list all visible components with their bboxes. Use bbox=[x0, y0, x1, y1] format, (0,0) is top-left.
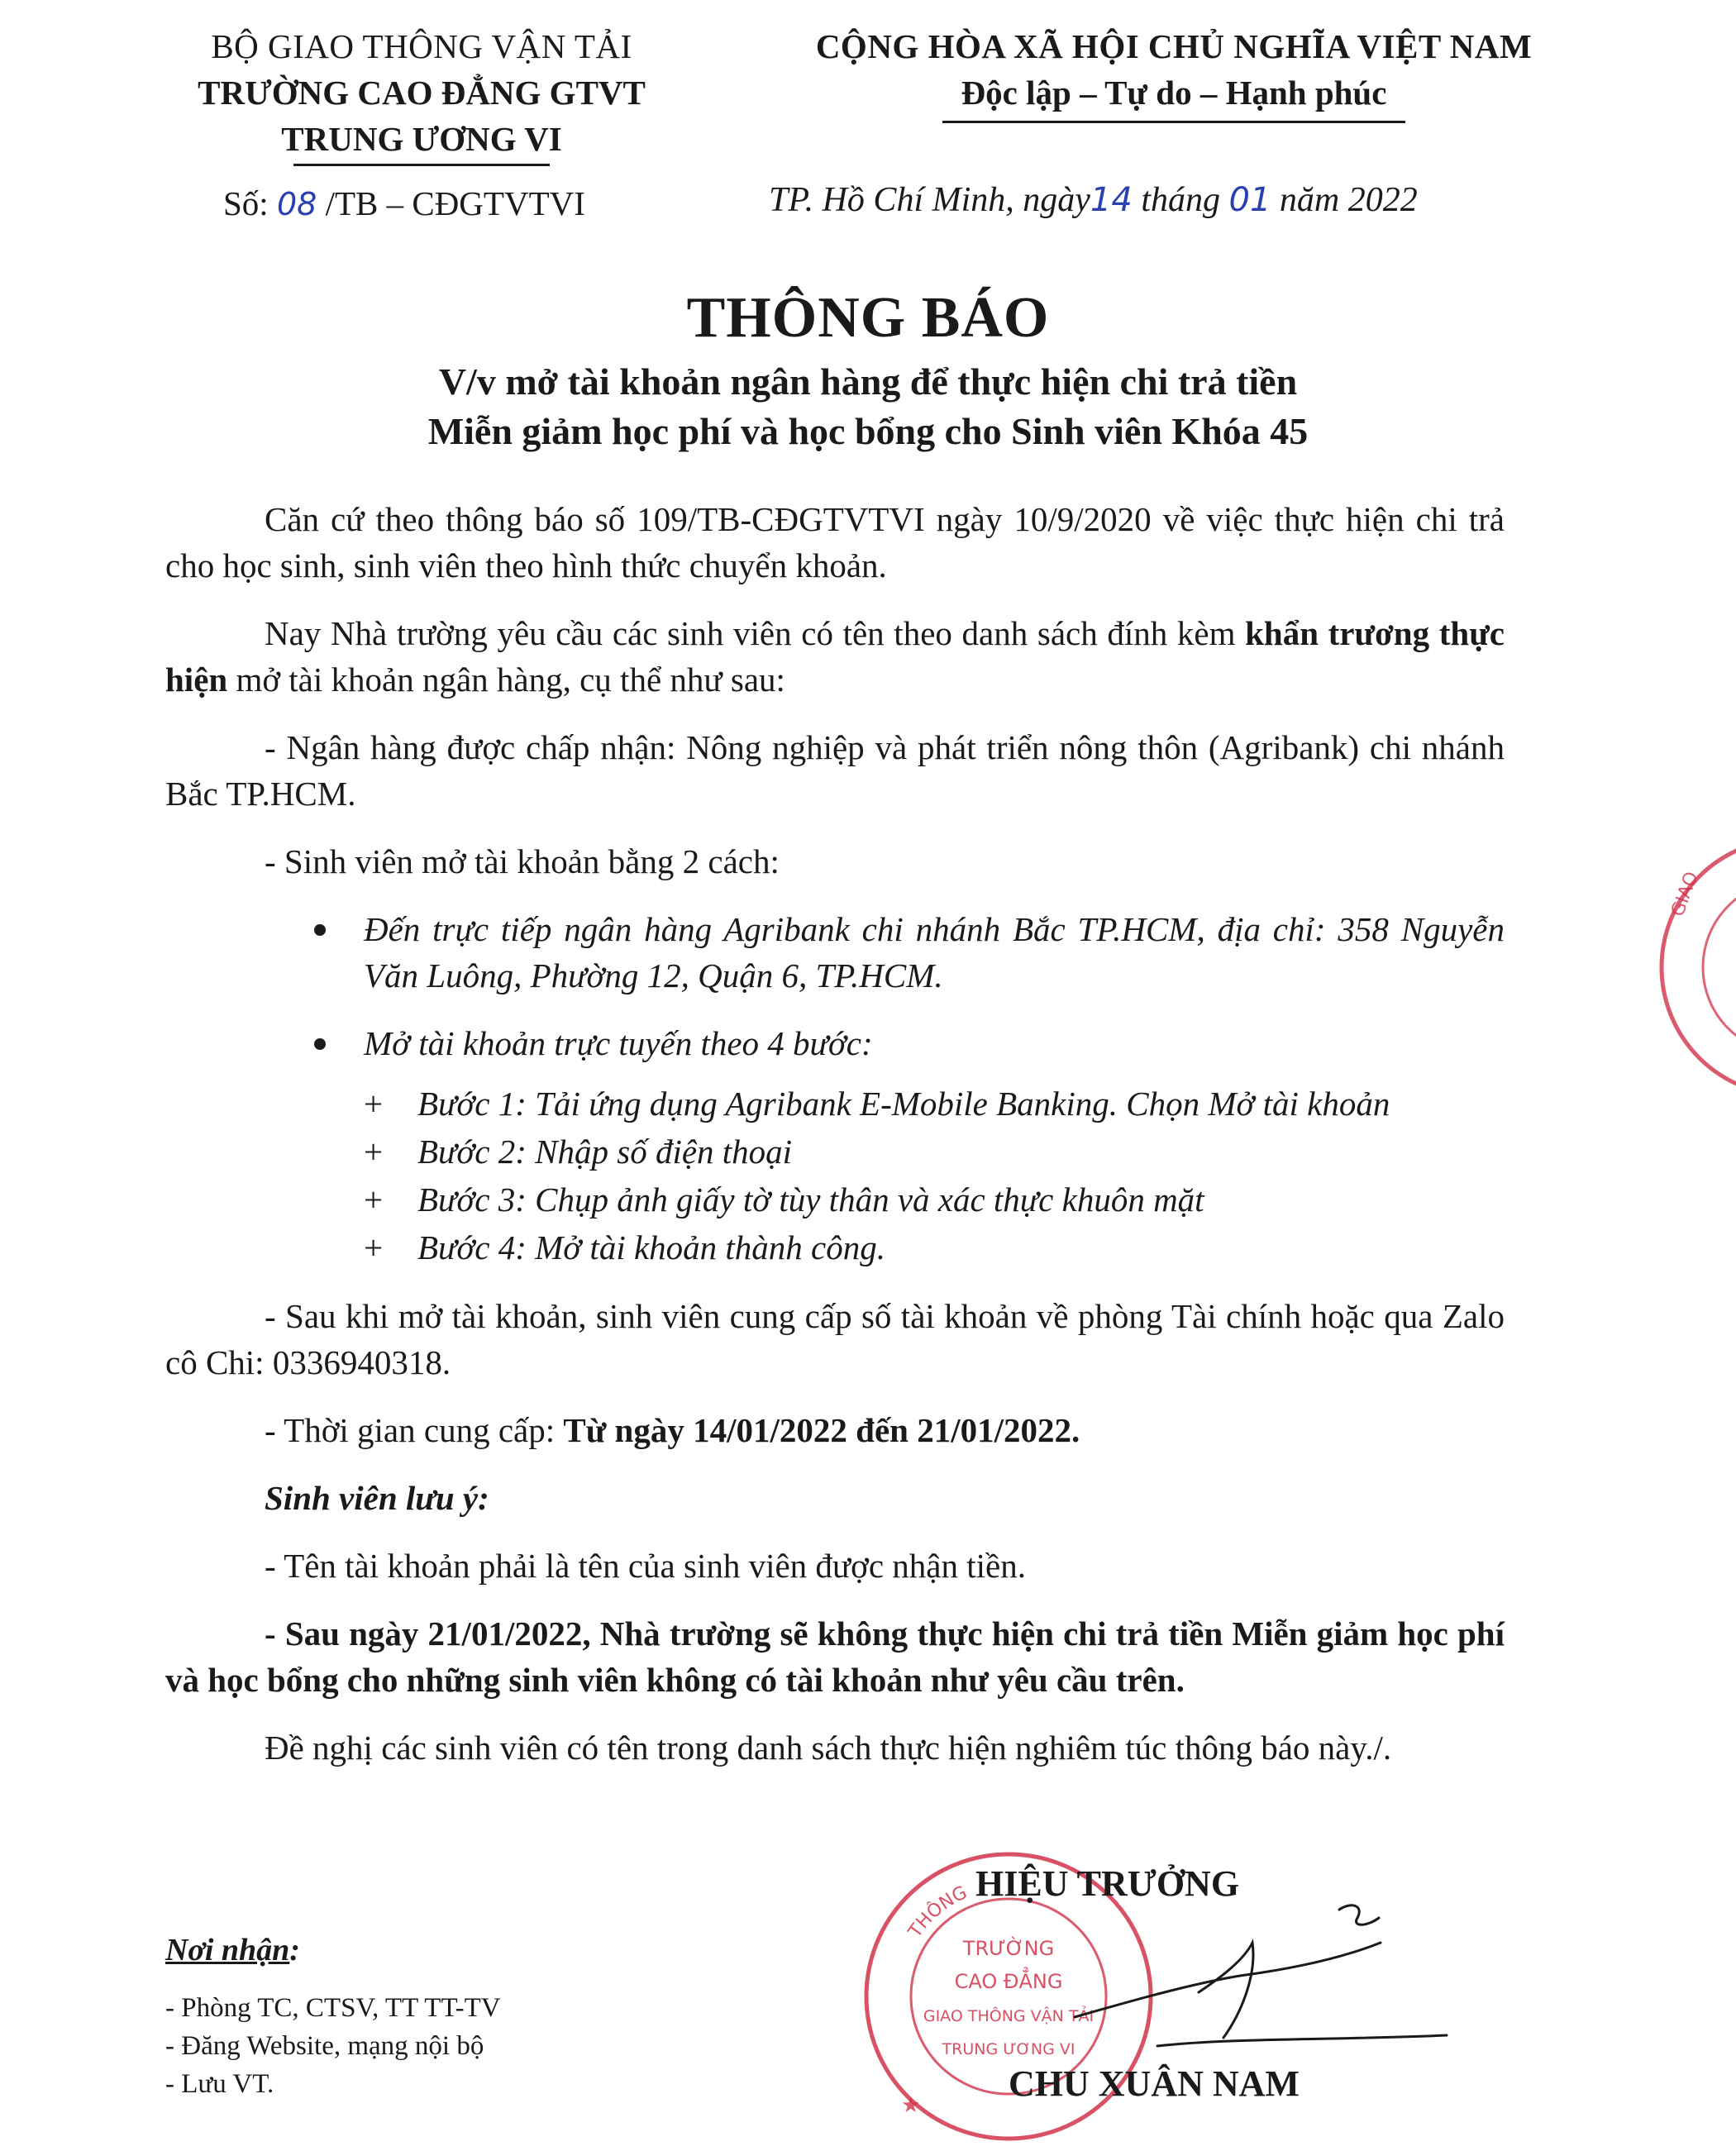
recipient-item: - Đăng Website, mạng nội bộ bbox=[165, 2031, 484, 2061]
recipients-colon: : bbox=[289, 1933, 300, 1967]
paragraph-deadline bbox=[165, 1407, 1505, 1453]
request-text-start: Nay Nhà trường yêu cầu các sinh viên có tên theo danh sách đính kèm bbox=[265, 614, 1246, 652]
signer-name: CHU XUÂN NAM bbox=[1009, 2063, 1300, 2104]
list-item-step4 bbox=[165, 1223, 1505, 1271]
document-body bbox=[165, 496, 1505, 1771]
recipient-item: - Lưu VT. bbox=[165, 2069, 274, 2099]
date-day: 14 bbox=[1090, 181, 1133, 219]
recipients-block bbox=[165, 1926, 501, 2103]
paragraph-request bbox=[165, 610, 1505, 703]
paragraph-submit: - Sau khi mở tài khoản, sinh viên cung cấp số tài khoản về phòng Tài chính hoặc qua Zalo cô Chi: 0336940318. bbox=[165, 1297, 1505, 1381]
request-text-end: mở tài khoản ngân hàng, cụ thể như sau: bbox=[227, 661, 785, 699]
star-icon: ★ bbox=[901, 2093, 921, 2117]
ministry-name: BỘ GIAO THÔNG VẬN TẢI bbox=[211, 27, 632, 65]
document-number bbox=[223, 184, 585, 223]
stamp-arc-text: THÔNG bbox=[904, 1882, 971, 1942]
date-year-label: năm bbox=[1279, 181, 1340, 219]
note-warning: - Sau ngày 21/01/2022, Nhà trường sẽ không thực hiện chi trả tiền Miễn giảm học phí và học bổng cho những sinh viên không có tài khoản như yêu cầu trên. bbox=[165, 1614, 1505, 1699]
paragraph-bank: - Ngân hàng được chấp nhận: Nông nghiệp và phát triển nông thôn (Agribank) chi nhánh Bắc TP.HCM. bbox=[165, 728, 1505, 813]
steps-list bbox=[165, 1080, 1505, 1271]
header-right-rule bbox=[942, 121, 1405, 123]
doc-number-prefix: Số: bbox=[223, 184, 269, 222]
date-month-label: tháng bbox=[1141, 181, 1220, 219]
recipients-title: Nơi nhận bbox=[165, 1933, 290, 1967]
list-item-bullet1 bbox=[165, 906, 1505, 999]
paragraph-methods: - Sinh viên mở tài khoản bằng 2 cách: bbox=[265, 842, 780, 880]
list-item-step2 bbox=[165, 1128, 1505, 1176]
paragraph-closing: Đề nghị các sinh viên có tên trong danh sách thực hiện nghiêm túc thông báo này./. bbox=[265, 1729, 1392, 1767]
header-left-rule bbox=[293, 164, 550, 166]
national-motto: Độc lập – Tự do – Hạnh phúc bbox=[961, 74, 1387, 112]
issuer-header bbox=[165, 23, 678, 166]
recipients-heading bbox=[165, 1926, 501, 1974]
date-month: 01 bbox=[1228, 181, 1271, 219]
stamp-line4: TRUNG ƯƠNG VI bbox=[942, 2040, 1075, 2058]
national-header bbox=[727, 23, 1620, 123]
paragraph-basis: Căn cứ theo thông báo số 109/TB-CĐGTVTVI ngày 10/9/2020 về việc thực hiện chi trả cho học sinh, sinh viên theo hình thức chuyển khoản. bbox=[165, 500, 1505, 584]
list-item-step3 bbox=[165, 1176, 1505, 1223]
list-item-bullet2 bbox=[165, 1020, 1505, 1066]
list-item-step1 bbox=[165, 1080, 1505, 1128]
note-title: Sinh viên lưu ý: bbox=[265, 1479, 489, 1517]
step3-text: Bước 3: Chụp ảnh giấy tờ tùy thân và xác thực khuôn mặt bbox=[417, 1180, 1204, 1219]
bullet-icon bbox=[314, 924, 326, 936]
plus-icon: + bbox=[364, 1180, 384, 1219]
country-name: CỘNG HÒA XÃ HỘI CHỦ NGHĨA VIỆT NAM bbox=[815, 27, 1533, 65]
date-line bbox=[769, 180, 1418, 220]
deadline-range: Từ ngày 14/01/2022 đến 21/01/2022. bbox=[563, 1411, 1080, 1449]
document-title: THÔNG BÁO bbox=[686, 286, 1050, 350]
step4-text: Bước 4: Mở tài khoản thành công. bbox=[417, 1228, 885, 1266]
stamp-line3: GIAO THÔNG VẬN TẢI bbox=[923, 2007, 1095, 2025]
request-emphasis: khẩn trương thực hiện bbox=[165, 614, 1505, 699]
plus-icon: + bbox=[364, 1228, 384, 1266]
note-account-name: - Tên tài khoản phải là tên của sinh viên được nhận tiền. bbox=[265, 1547, 1026, 1585]
step2-text: Bước 2: Nhập số điện thoại bbox=[417, 1133, 793, 1171]
subtitle-line1: V/v mở tài khoản ngân hàng để thực hiện chi trả tiền bbox=[438, 360, 1298, 403]
bullet1-text: Đến trực tiếp ngân hàng Agribank chi nhánh Bắc TP.HCM, địa chỉ: 358 Nguyễn Văn Luông, Phường 12, Quận 6, TP.HCM. bbox=[364, 910, 1505, 994]
plus-icon: + bbox=[364, 1085, 384, 1123]
deadline-label: - Thời gian cung cấp: bbox=[265, 1411, 564, 1449]
step1-text: Bước 1: Tải ứng dụng Agribank E-Mobile Banking. Chọn Mở tài khoản bbox=[417, 1085, 1390, 1123]
signer-title: HIỆU TRƯỞNG bbox=[975, 1863, 1240, 1904]
school-name-line2: TRUNG ƯƠNG VI bbox=[281, 120, 562, 158]
handwritten-signature bbox=[1066, 1893, 1463, 2075]
doc-number-handwritten: 08 bbox=[276, 186, 317, 222]
bullet2-text: Mở tài khoản trực tuyến theo 4 bước: bbox=[364, 1024, 873, 1062]
side-stamp-text: GIAO bbox=[1667, 869, 1703, 920]
partial-side-stamp bbox=[1645, 827, 1736, 1108]
recipient-item: - Phòng TC, CTSV, TT TT-TV bbox=[165, 1993, 501, 2023]
bullet-icon bbox=[314, 1038, 326, 1050]
doc-number-suffix: /TB – CĐGTVTVI bbox=[325, 184, 585, 222]
date-year: 2022 bbox=[1347, 181, 1418, 219]
stamp-line1: TRƯỜNG bbox=[962, 1937, 1055, 1960]
plus-icon: + bbox=[364, 1133, 384, 1171]
stamp-line2: CAO ĐẲNG bbox=[954, 1970, 1063, 1993]
date-city: TP. Hồ Chí Minh, ngày bbox=[769, 181, 1090, 219]
school-name-line1: TRƯỜNG CAO ĐẲNG GTVT bbox=[198, 74, 646, 112]
subtitle-line2: Miễn giảm học phí và học bổng cho Sinh viên Khóa 45 bbox=[427, 410, 1309, 452]
document-subtitle bbox=[0, 357, 1736, 456]
